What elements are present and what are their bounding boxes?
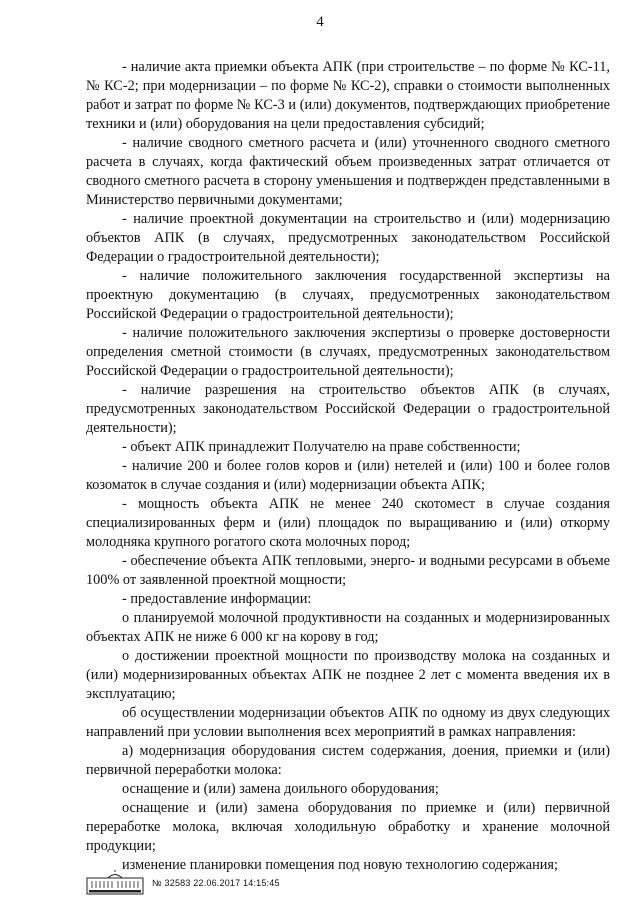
paragraph: оснащение и (или) замена доильного оборудования; bbox=[122, 781, 439, 797]
paragraph: - предоставление информации: bbox=[122, 591, 312, 607]
paragraph: - обеспечение объекта АПК тепловыми, энерго- и водными ресурсами в объеме 100% от заявленной проектной мощности; bbox=[86, 553, 610, 588]
paragraph: - наличие проектной документации на строительство и (или) модернизацию объектов АПК (в случаях, предусмотренных законодательством Российской Федерации о градостроительной деятельности); bbox=[86, 211, 610, 265]
page-number: 4 bbox=[316, 14, 324, 30]
registry-stamp-icon bbox=[86, 870, 144, 896]
paragraph: а) модернизация оборудования систем содержания, доения, приемки и (или) первичной переработки молока: bbox=[86, 743, 610, 778]
paragraph: - наличие положительного заключения государственной экспертизы на проектную документацию (в случаях, предусмотренных законодательством Российской Федерации о градостроительной деятельности); bbox=[86, 268, 610, 322]
paragraph: изменение планировки помещения под новую технологию содержания; bbox=[122, 857, 558, 873]
paragraph: оснащение и (или) замена оборудования по приемке и (или) первичной переработке молока, включая холодильную обработку и хранение молочной продукции; bbox=[86, 800, 610, 854]
paragraph: - объект АПК принадлежит Получателю на праве собственности; bbox=[122, 439, 521, 455]
paragraph: об осуществлении модернизации объектов АПК по одному из двух следующих направлений при условии выполнения всех мероприятий в рамках направления: bbox=[86, 705, 610, 740]
paragraph: о достижении проектной мощности по производству молока на созданных и (или) модернизированных объектах АПК не позднее 2 лет с момента введения их в эксплуатацию; bbox=[86, 648, 610, 702]
registration-number: № 32583 22.06.2017 14:15:45 bbox=[152, 878, 280, 888]
paragraph: - наличие 200 и более голов коров и (или) нетелей и (или) 100 и более голов козоматок в случае создания и (или) модернизации объекта АПК; bbox=[86, 458, 610, 493]
paragraph: - наличие положительного заключения экспертизы о проверке достоверности определения сметной стоимости (в случаях, предусмотренных законодательством Российской Федерации о градостроительной деятельности); bbox=[86, 325, 610, 379]
paragraph: о планируемой молочной продуктивности на созданных и модернизированных объектах АПК не ниже 6 000 кг на корову в год; bbox=[86, 610, 610, 645]
paragraph: - мощность объекта АПК не менее 240 скотомест в случае создания специализированных ферм и (или) площадок по выращиванию и (или) откорму молодняка крупного рогатого скота молочных пород; bbox=[86, 496, 610, 550]
paragraph: - наличие акта приемки объекта АПК (при строительстве – по форме № КС-11, № КС-2; при модернизации – по форме № КС-2), справки о стоимости выполненных работ и затрат по форме № КС-3 и (или) документов, подтверждающих приобретение техники и (или) оборудования на цели предоставления субсидий; bbox=[86, 59, 610, 132]
paragraph: - наличие разрешения на строительство объектов АПК (в случаях, предусмотренных законодательством Российской Федерации о градостроительной деятельности); bbox=[86, 382, 610, 436]
document-body bbox=[86, 58, 610, 875]
registration-stamp bbox=[86, 868, 280, 898]
paragraph: - наличие сводного сметного расчета и (или) уточненного сводного сметного расчета в случаях, когда фактический объем произведенных затрат отличается от сводного сметного расчета в сторону уменьшения и подтвержден представленными в Министерство первичными документами; bbox=[86, 135, 610, 208]
